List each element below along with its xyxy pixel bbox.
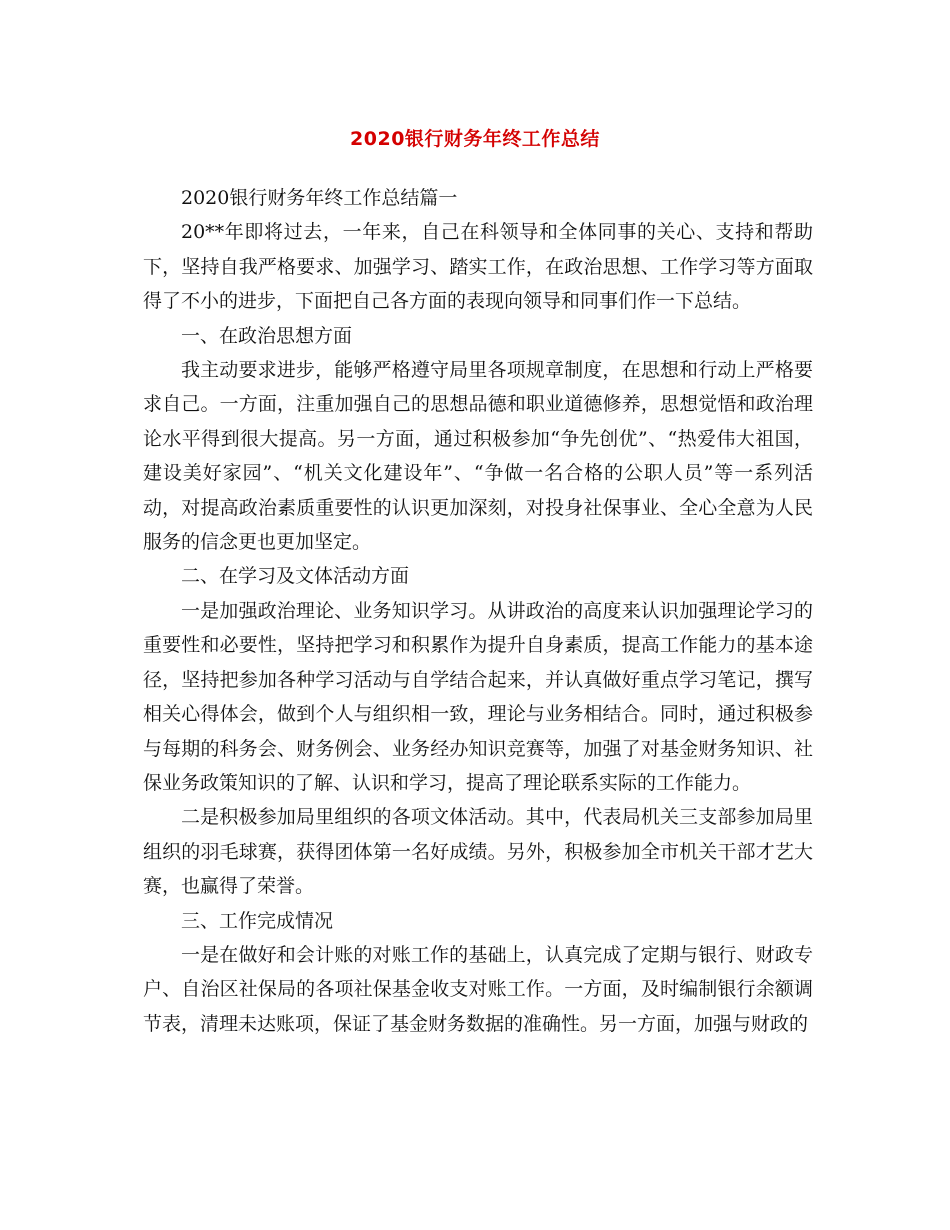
section-heading-political: 一、在政治思想方面 xyxy=(181,324,353,347)
paragraph-study-1: 一是加强政治理论、业务知识学习。从讲政治的高度来认识加强理论学习的重要性和必要性，坚持把学习和积累作为提升自身素质，提高工作能力的基本途径，坚持把参加各种学习活动与自学结合起来，并认真做好重点学习笔记，撰写相关心得体会，做到个人与组织相一致，理论与业务相结合。同时，通过积极参与每期的科务会、财务例会、业务经办知识竞赛等，加强了对基金财务知识、社保业务政策知识的了解、认识和学习，提高了理论联系实际的工作能力。 xyxy=(143,599,813,794)
section-heading-study: 二、在学习及文体活动方面 xyxy=(181,565,410,588)
document-title: 2020银行财务年终工作总结 xyxy=(350,128,600,150)
paragraph-political: 我主动要求进步，能够严格遵守局里各项规章制度，在思想和行动上严格要求自己。一方面，注重加强自己的思想品德和职业道德修养，思想觉悟和政治理论水平得到很大提高。另一方面，通过积极参加“争先创优”、“热爱伟大祖国，建设美好家园”、“机关文化建设年”、“争做一名合格的公职人员”等一系列活动，对提高政治素质重要性的认识更加深刻，对投身社保事业、全心全意为人民服务的信念更也更加坚定。 xyxy=(143,359,813,554)
document-body xyxy=(143,181,813,1041)
paragraph-study-2: 二是积极参加局里组织的各项文体活动。其中，代表局机关三支部参加局里组织的羽毛球赛，获得团体第一名好成绩。另外，积极参加全市机关干部才艺大赛，也赢得了荣誉。 xyxy=(143,806,813,898)
paragraph-intro: 20**年即将过去，一年来，自己在科领导和全体同事的关心、支持和帮助下，坚持自我严格要求、加强学习、踏实工作，在政治思想、工作学习等方面取得了不小的进步，下面把自己各方面的表现向领导和同事们作一下总结。 xyxy=(143,221,813,313)
paragraph-work-1: 一是在做好和会计账的对账工作的基础上，认真完成了定期与银行、财政专户、自治区社保局的各项社保基金收支对账工作。一方面，及时编制银行余额调节表，清理未达账项，保证了基金财务数据的准确性。另一方面，加强与财政的 xyxy=(143,943,813,1035)
section-heading-work: 三、工作完成情况 xyxy=(181,909,334,932)
paragraph-subtitle: 2020银行财务年终工作总结篇一 xyxy=(181,187,458,209)
